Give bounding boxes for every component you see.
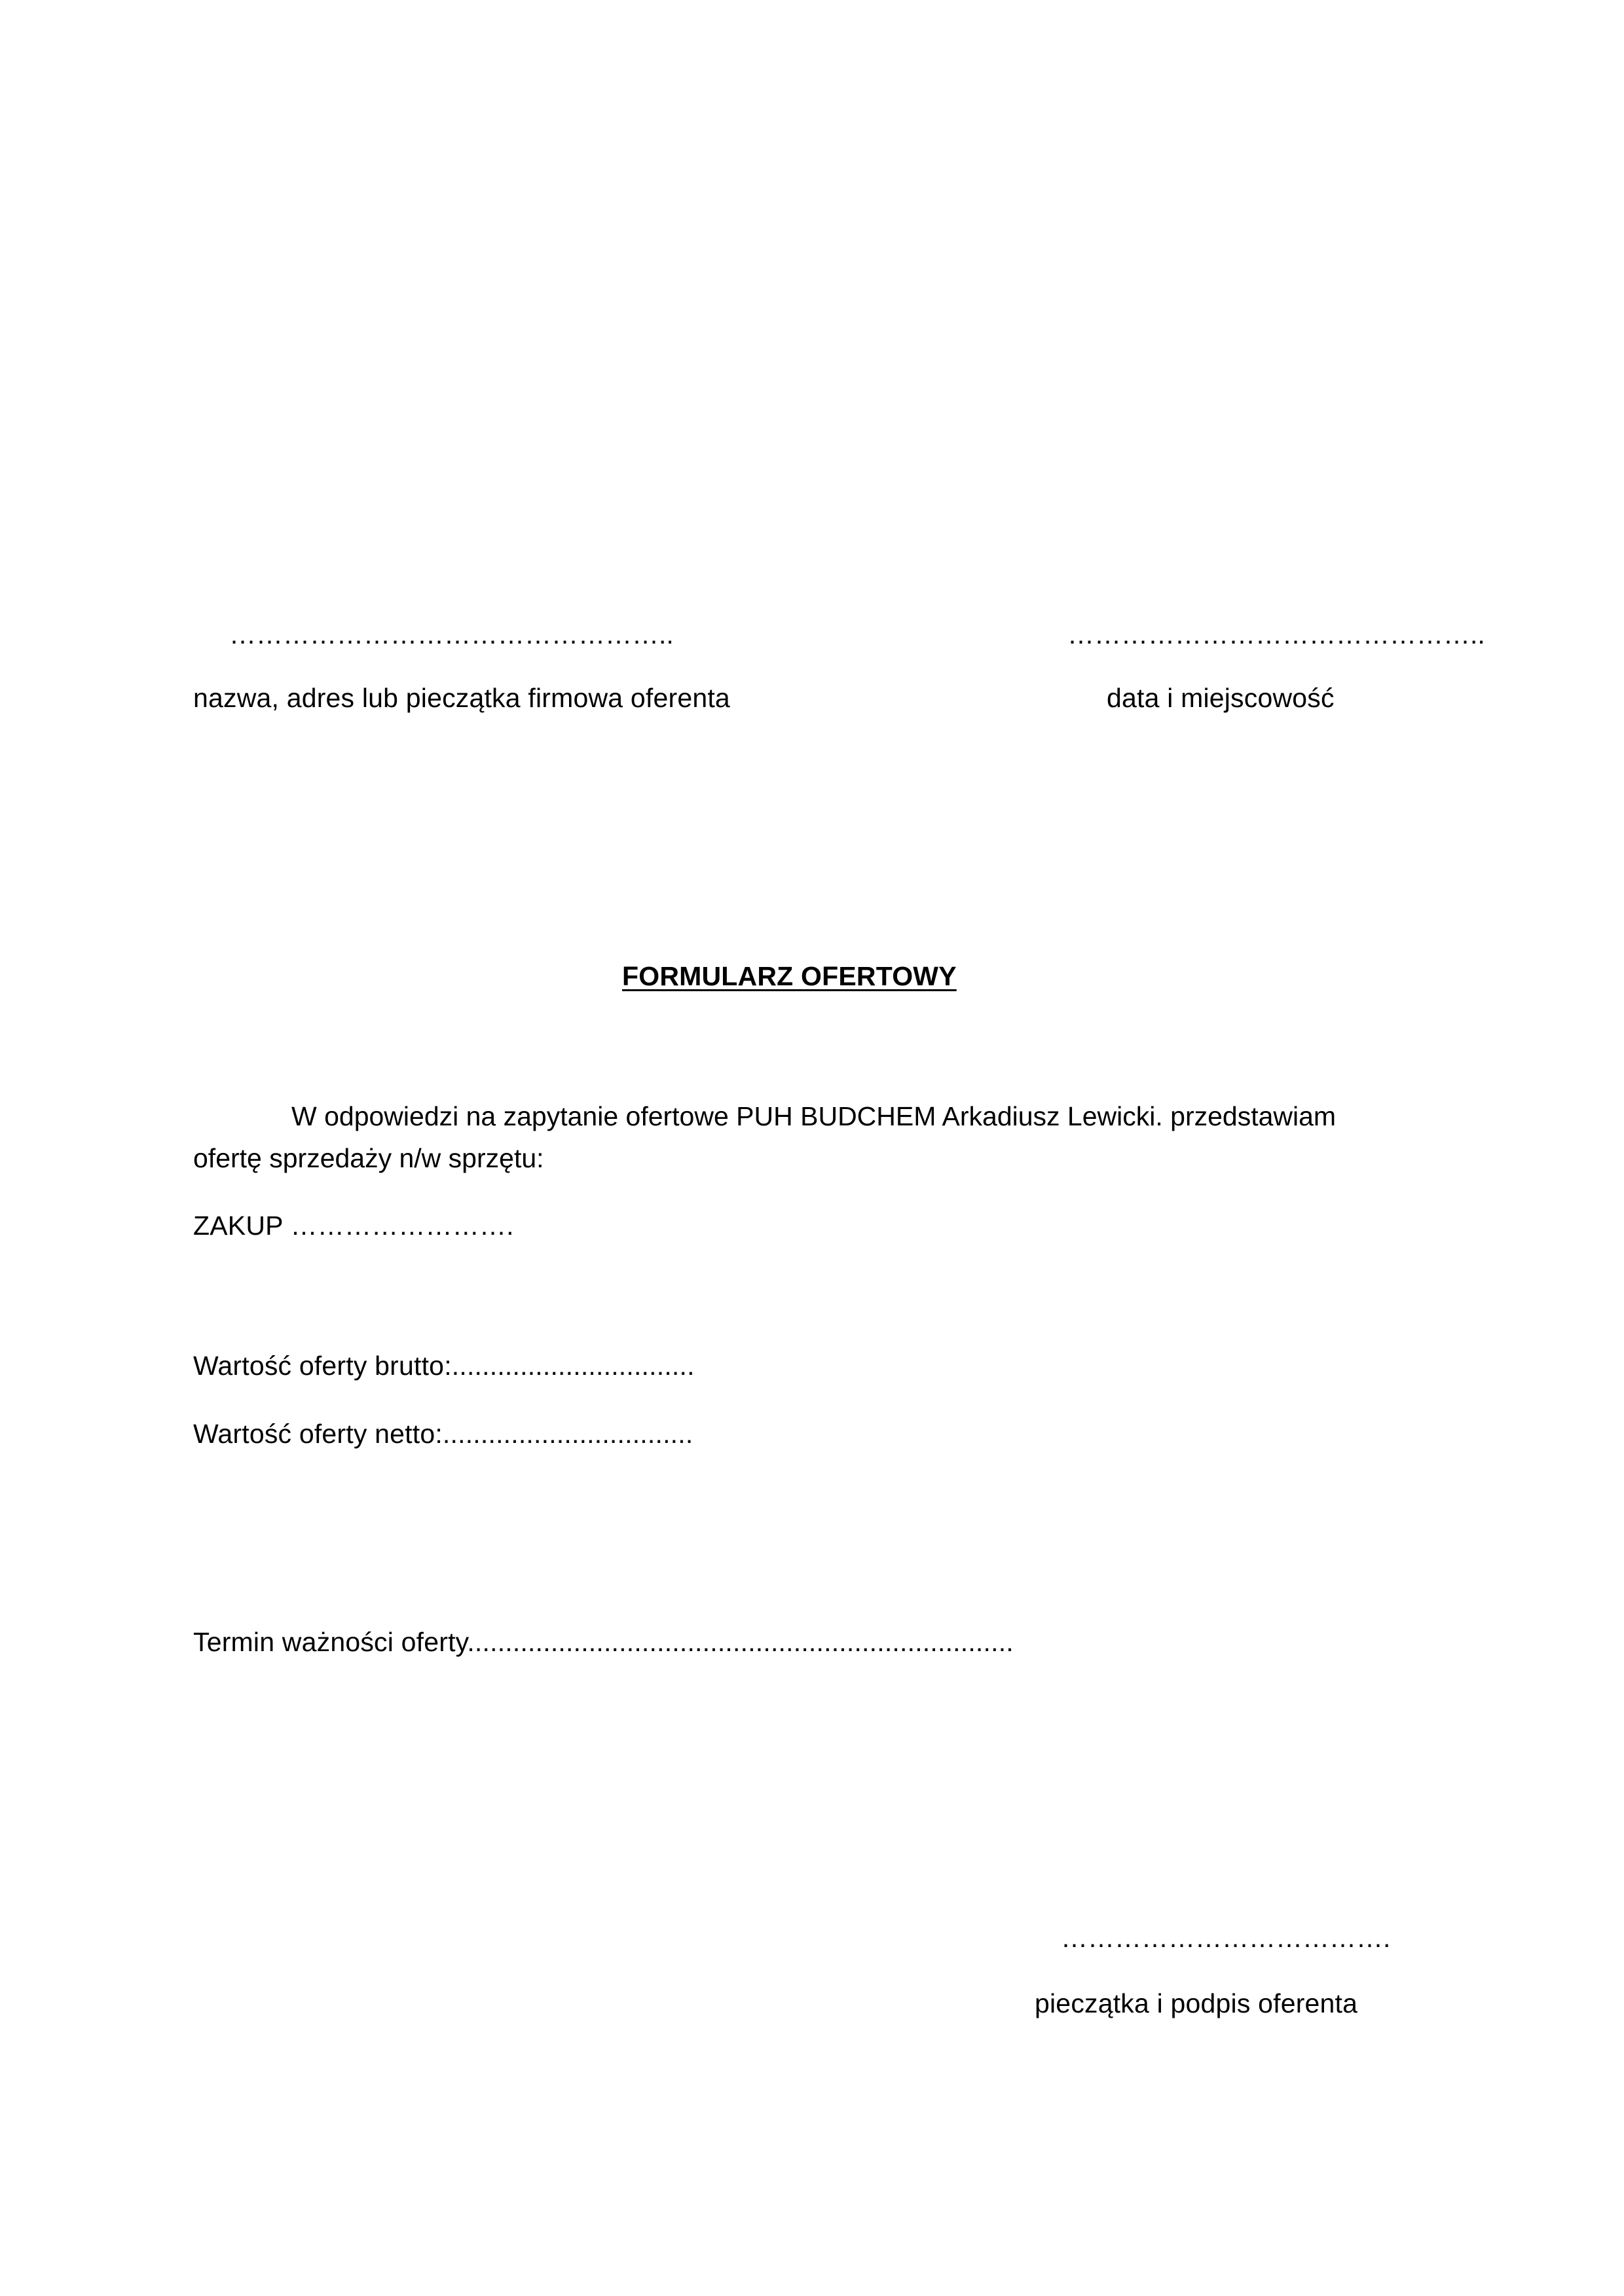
date-label: data i miejscowość: [1107, 683, 1335, 713]
intro-paragraph: [193, 1095, 1437, 1179]
intro-line-2: ofertę sprzedaży n/w sprzętu:: [193, 1143, 544, 1173]
signature-label: pieczątka i podpis oferenta: [1035, 1988, 1358, 2018]
zakup-line: ZAKUP …………………….: [193, 1211, 514, 1241]
signature-dots-line: ……………………………….: [1061, 1923, 1391, 1953]
value-gross-line: Wartość oferty brutto:................................: [193, 1351, 695, 1381]
value-net-line: Wartość oferty netto:.................................: [193, 1419, 693, 1449]
intro-line-1: W odpowiedzi na zapytanie ofertowe PUH BUDCHEM Arkadiusz Lewicki. przedstawiam: [291, 1101, 1337, 1131]
form-title: FORMULARZ OFERTOWY: [622, 961, 957, 991]
validity-line: Termin ważności oferty........................................................................: [193, 1627, 1014, 1657]
company-dots-line: …………………………………………..: [229, 619, 674, 649]
company-label: nazwa, adres lub pieczątka firmowa oferenta: [193, 683, 730, 713]
date-dots-line: ………………………………………..: [1067, 619, 1485, 649]
